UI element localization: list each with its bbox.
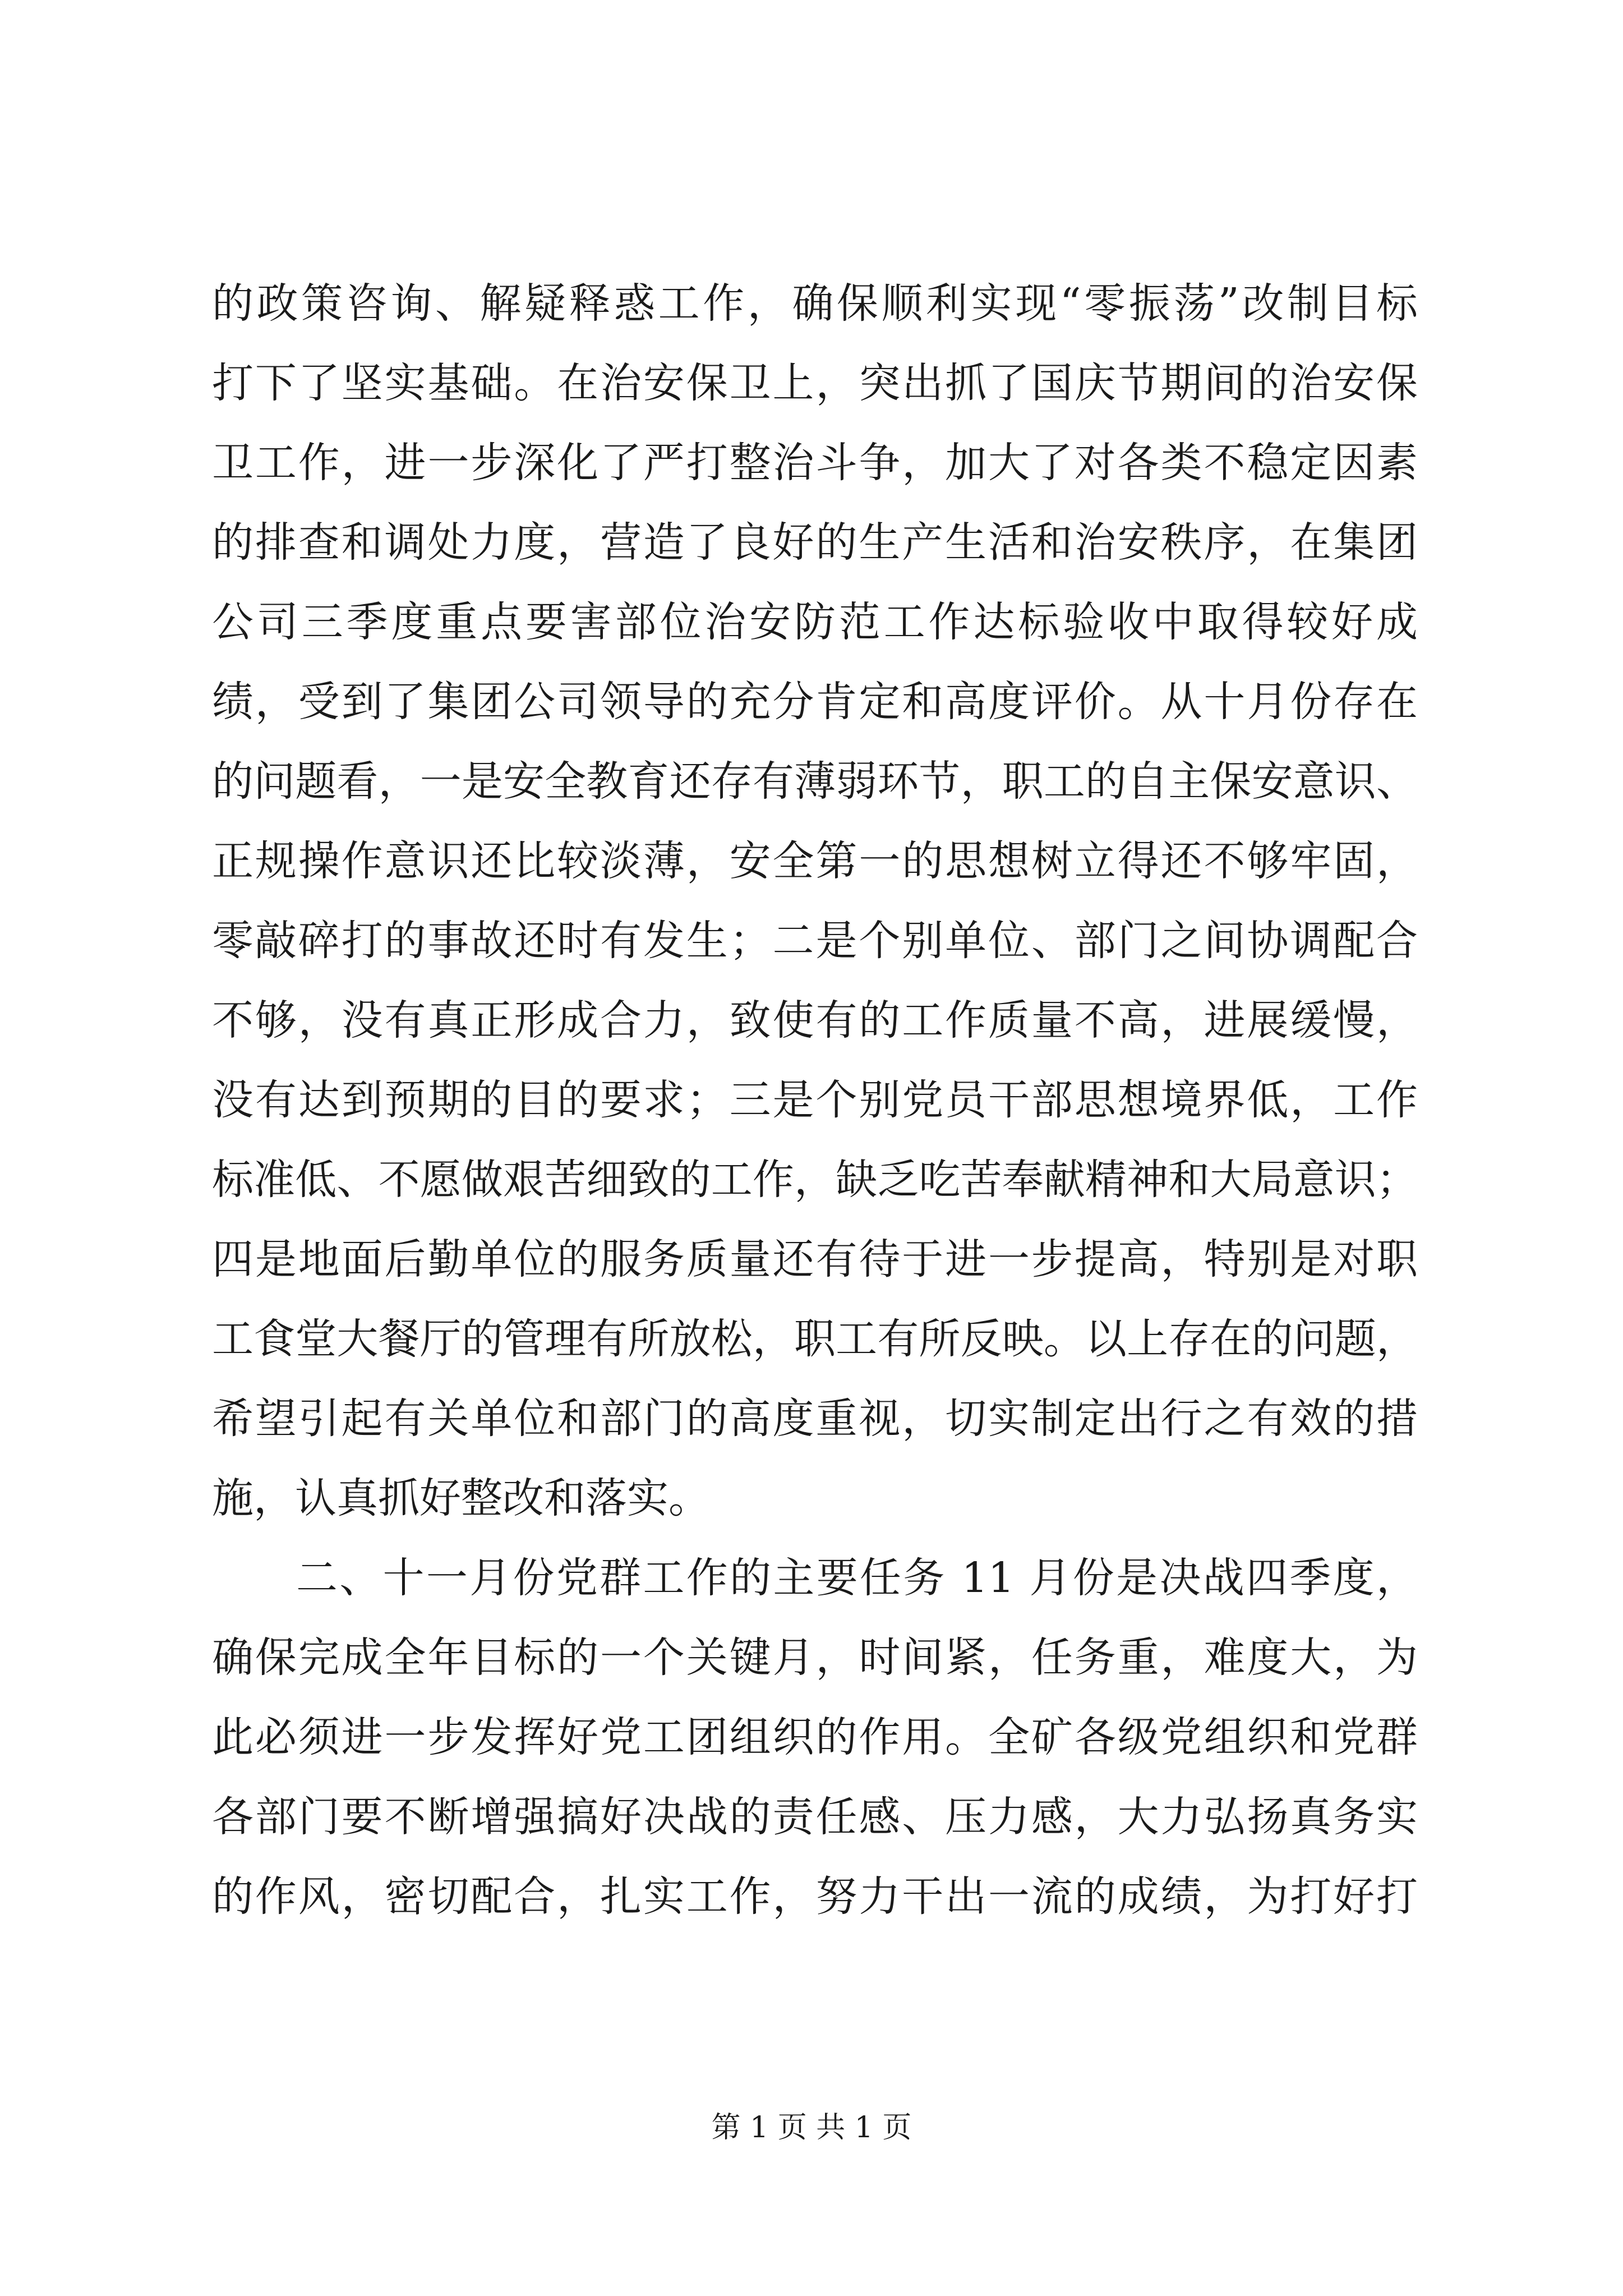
text-line: 不够，没有真正形成合力，致使有的工作质量不高，进展缓慢，: [212, 996, 1418, 1045]
text-line: 的排查和调处力度，营造了良好的生产生活和治安秩序，在集团: [212, 518, 1418, 567]
text-line: 标准低、不愿做艰苦细致的工作，缺乏吃苦奉献精神和大局意识；: [212, 1156, 1418, 1204]
text-line: 的问题看，一是安全教育还存有薄弱环节，职工的自主保安意识、: [212, 757, 1418, 806]
text-line: 公司三季度重点要害部位治安防范工作达标验收中取得较好成: [212, 598, 1418, 646]
text-line: 此必须进一步发挥好党工团组织的作用。全矿各级党组织和党群: [212, 1713, 1418, 1761]
text-line: 正规操作意识还比较淡薄，安全第一的思想树立得还不够牢固，: [212, 837, 1418, 885]
text-line: 零敲碎打的事故还时有发生；二是个别单位、部门之间协调配合: [212, 917, 1418, 965]
text-line: 确保完成全年目标的一个关键月，时间紧，任务重，难度大，为: [212, 1634, 1418, 1682]
text-line: 施，认真抓好整改和落实。: [212, 1474, 710, 1522]
text-line: 希望引起有关单位和部门的高度重视，切实制定出行之有效的措: [212, 1395, 1418, 1443]
text-line: 工食堂大餐厅的管理有所放松，职工有所反映。以上存在的问题，: [212, 1315, 1418, 1363]
page-footer: 第 1 页 共 1 页: [711, 2111, 912, 2145]
text-line: 打下了坚实基础。在治安保卫上，突出抓了国庆节期间的治安保: [212, 359, 1418, 407]
text-line: 没有达到预期的目的要求；三是个别党员干部思想境界低，工作: [212, 1076, 1418, 1124]
text-line: 绩，受到了集团公司领导的充分肯定和高度评价。从十月份存在: [212, 678, 1418, 726]
text-line: 的作风，密切配合，扎实工作，努力干出一流的成绩，为打好打: [212, 1872, 1418, 1921]
body-text: [212, 264, 1418, 1936]
text-line: 各部门要不断增强搞好决战的责任感、压力感，大力弘扬真务实: [212, 1793, 1418, 1841]
text-line: 的政策咨询、解疑释惑工作，确保顺利实现“零振荡”改制目标: [212, 279, 1418, 328]
text-line: 二、十一月份党群工作的主要任务 11 月份是决战四季度，: [296, 1554, 1418, 1602]
text-line: 四是地面后勤单位的服务质量还有待于进一步提高，特别是对职: [212, 1235, 1418, 1283]
text-line: 卫工作，进一步深化了严打整治斗争，加大了对各类不稳定因素: [212, 439, 1418, 487]
